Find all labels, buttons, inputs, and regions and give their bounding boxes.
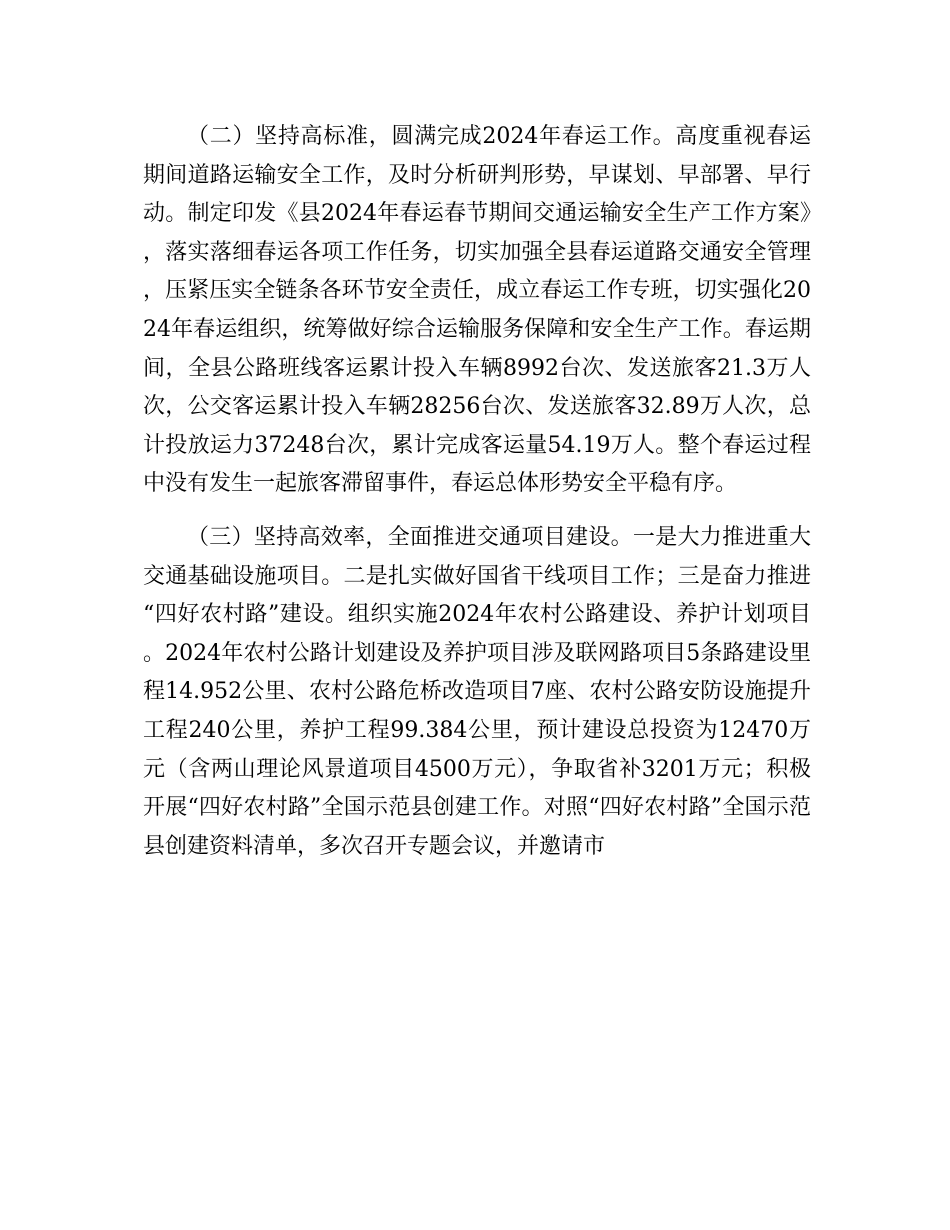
document-body <box>143 118 811 866</box>
paragraph-transport-projects: （三）坚持高效率，全面推进交通项目建设。一是大力推进重大交通基础设施项目。二是扎实做好国省干线项目工作；三是奋力推进“四好农村路”建设。组织实施2024年农村公路建设、养护计划项目。2024年农村公路计划建设及养护项目涉及联网路项目5条路建设里程14.952公里、农村公路危桥改造项目7座、农村公路安防设施提升工程240公里，养护工程99.384公里，预计建设总投资为12470万元（含两山理论风景道项目4500万元），争取省补3201万元；积极开展“四好农村路”全国示范县创建工作。对照“四好农村路”全国示范县创建资料清单，多次召开专题会议，并邀请市 <box>143 524 811 859</box>
paragraph-spring-transport: （二）坚持高标准，圆满完成2024年春运工作。高度重视春运期间道路运输安全工作，及时分析研判形势，早谋划、早部署、早行动。制定印发《县2024年春运春节期间交通运输安全生产工作方案》，落实落细春运各项工作任务，切实加强全县春运道路交通安全管理，压紧压实全链条各环节安全责任，成立春运工作专班，切实强化2024年春运组织，统筹做好综合运输服务保障和安全生产工作。春运期间，全县公路班线客运累计投入车辆8992台次、发送旅客21.3万人次，公交客运累计投入车辆28256台次、发送旅客32.89万人次，总计投放运力37248台次，累计完成客运量54.19万人。整个春运过程中没有发生一起旅客滞留事件，春运总体形势安全平稳有序。 <box>143 124 811 497</box>
